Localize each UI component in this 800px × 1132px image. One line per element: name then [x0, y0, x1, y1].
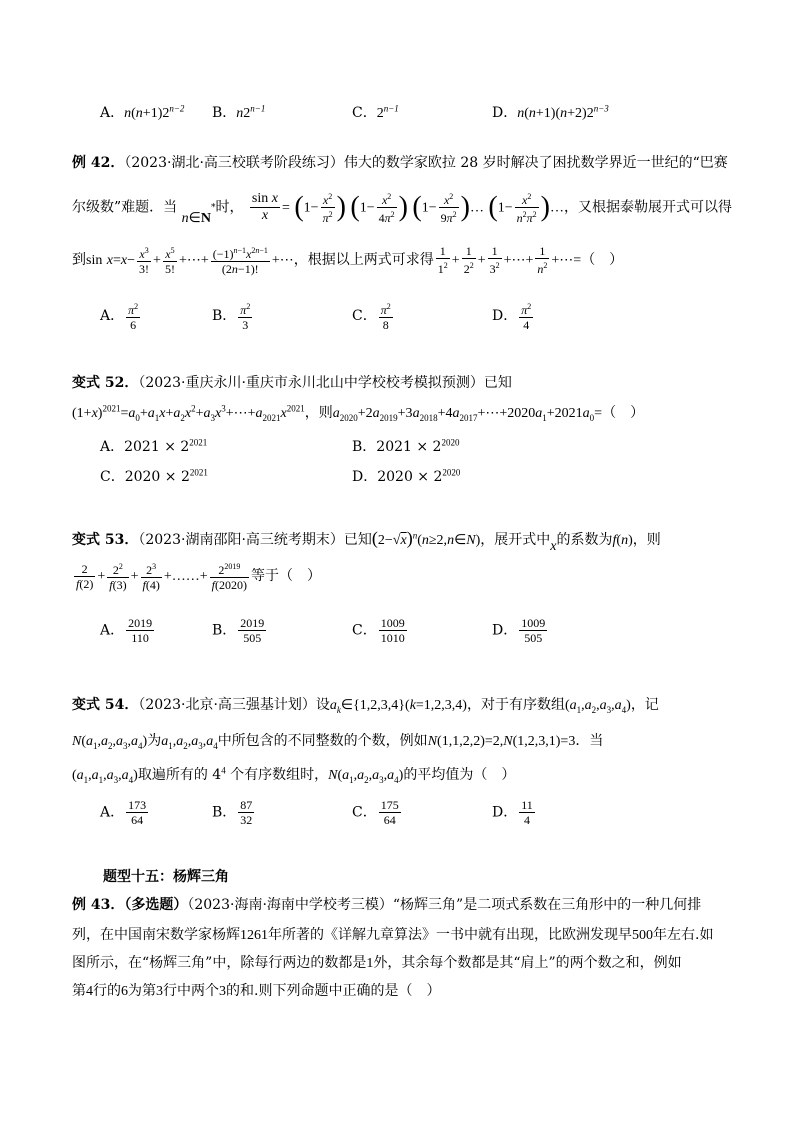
var53-option-a: A． $\frac{2019}{110}$: [100, 616, 153, 645]
ex43-line4: 第4行的6为第3行中两个3的和.则下列命题中正确的是（ ）: [72, 983, 441, 999]
q41-option-a: A．$n(n+1)2^{n-2}$: [100, 103, 185, 121]
var52-line2: $(1+x)^{2021}=a_0+a_1x+a_2x^2+a_3x^3+\cdots+a_{2021}x^{2021}$，则$a_{2020}+2a_{2019}+3a_{2018}+4a_{2017}+\cdots+2020a_1+2021a_0=$（ ）: [72, 403, 645, 423]
var52-option-a: A．$2021 \times 2^{2021}$: [100, 437, 208, 455]
section-heading: 题型十五：杨辉三角: [103, 869, 229, 885]
var53-option-b: B． $\frac{2019}{505}$: [212, 616, 265, 645]
var52-option-d: D．$2020 \times 2^{2020}$: [352, 467, 461, 485]
ex43-line2: 列，在中国南宋数学家杨辉1261年所著的《详解九章算法》一书中就有出现，比欧洲发现早500年左右.如: [72, 927, 714, 943]
ex42-option-b: B． $\frac{\pi^2}{3}$: [212, 302, 251, 332]
var54-option-d: D． $\frac{11}{4}$: [492, 798, 533, 827]
var53-line2: $\frac{2}{f(2)}$ + $\frac{2^2}{f(3)}$ + $\frac{2^3}{f(4)}$ +……+ $\frac{2^{2019}}{f(2020)}$ 等于（ ）: [76, 561, 321, 592]
ex42-option-a: A． $\frac{\pi^2}{6}$: [100, 302, 139, 332]
ex42-option-d: D． $\frac{\pi^2}{4}$: [492, 302, 532, 332]
q41-option-d: D．$n(n+1)(n+2)2^{n-3}$: [492, 103, 609, 121]
var52-line1: 变式 52．（2023·重庆永川·重庆市永川北山中学校校考模拟预测）已知: [72, 375, 512, 391]
var52-option-c: C．$2020 \times 2^{2021}$: [100, 467, 208, 485]
var53-option-d: D． $\frac{1009}{505}$: [492, 616, 546, 645]
var54-line3: $(a_1,a_1,a_3,a_4)$取遍所有的 $4^4$ 个有序数组时，$N(a_1,a_2,a_3,a_4)$的平均值为（ ）: [72, 765, 516, 785]
ex42-line3: 到sin x=x− $\frac{x^3}{3!}$ + $\frac{x^5}{5!}$ +⋯+ $\frac{(-1)^{n-1}x^{2n-1}}{(2n-1)!}$ +⋯，根据以上两式可求得 $\frac{1}{1^2}$ + $\frac{1}{2^2}$ + $\frac{1}{3^2}$ +⋯+ $\frac{1}{n^2}$ +⋯=（ ）: [72, 244, 624, 276]
ex42-label: 例 42．: [72, 155, 125, 171]
var54-line2: $N(a_1,a_2,a_3,a_4)$为$a_1,a_2,a_3,a_4$中所包含的不同整数的个数，例如N(1,1,2,2)=2,N(1,2,3,1)=3．当: [72, 733, 604, 751]
var54-line1: 变式 54．（2023·北京·高三强基计划）设$a_k\in\{1,2,3,4\}(k=1,2,3,4)$，对于有序数组$(a_1,a_2,a_3,a_4)$，记: [72, 697, 659, 715]
var54-option-b: B． $\frac{87}{32}$: [212, 798, 253, 827]
q41-option-b: B．$n2^{n-1}$: [212, 103, 266, 121]
var54-option-a: A． $\frac{173}{64}$: [100, 798, 147, 827]
ex42-line1: 例 42．（2023·湖北·高三校联考阶段练习）伟大的数学家欧拉 28 岁时解决了困扰数学界近一世纪的“巴赛: [72, 155, 728, 171]
ex43-line3: 图所示，在“杨辉三角”中，除每行两边的数都是1外，其余每个数都是其“肩上”的两个数之和，例如: [72, 955, 682, 971]
var53-line1: 变式 53．（2023·湖南邵阳·高三统考期末）已知$(2-√x)^n(n\ge 2,n\in N)$，展开式中x的系数为f(n)，则: [72, 528, 661, 554]
var54-option-c: C． $\frac{175}{64}$: [352, 798, 399, 827]
var53-option-c: C． $\frac{1009}{1010}$: [352, 616, 405, 645]
q41-option-c: C．$2^{n-1}$: [352, 103, 399, 121]
ex43-line1: 例 43．（多选题）（2023·海南·海南中学校考三模）“杨辉三角”是二项式系数在三角形中的一种几何排: [72, 897, 702, 913]
ex42-option-c: C． $\frac{\pi^2}{8}$: [352, 302, 391, 332]
ex42-source: （2023·湖北·高三校联考阶段练习）: [124, 155, 344, 171]
var52-option-b: B．$2021 \times 2^{2020}$: [352, 437, 460, 455]
ex42-line2: 尔级数”难题．当 n∈N*时， $\frac{\text{sin x}}{x}$ = (1− $\frac{x^2}{\pi^2}$ ) (1− $\frac{x^2}{4\pi^2}$ ) (1− $\frac{x^2}{9\pi^2}$ )… (1− $\frac{x^2}{n^2\pi^2}$ )…，又根据泰勒展开式可以得: [72, 191, 732, 226]
